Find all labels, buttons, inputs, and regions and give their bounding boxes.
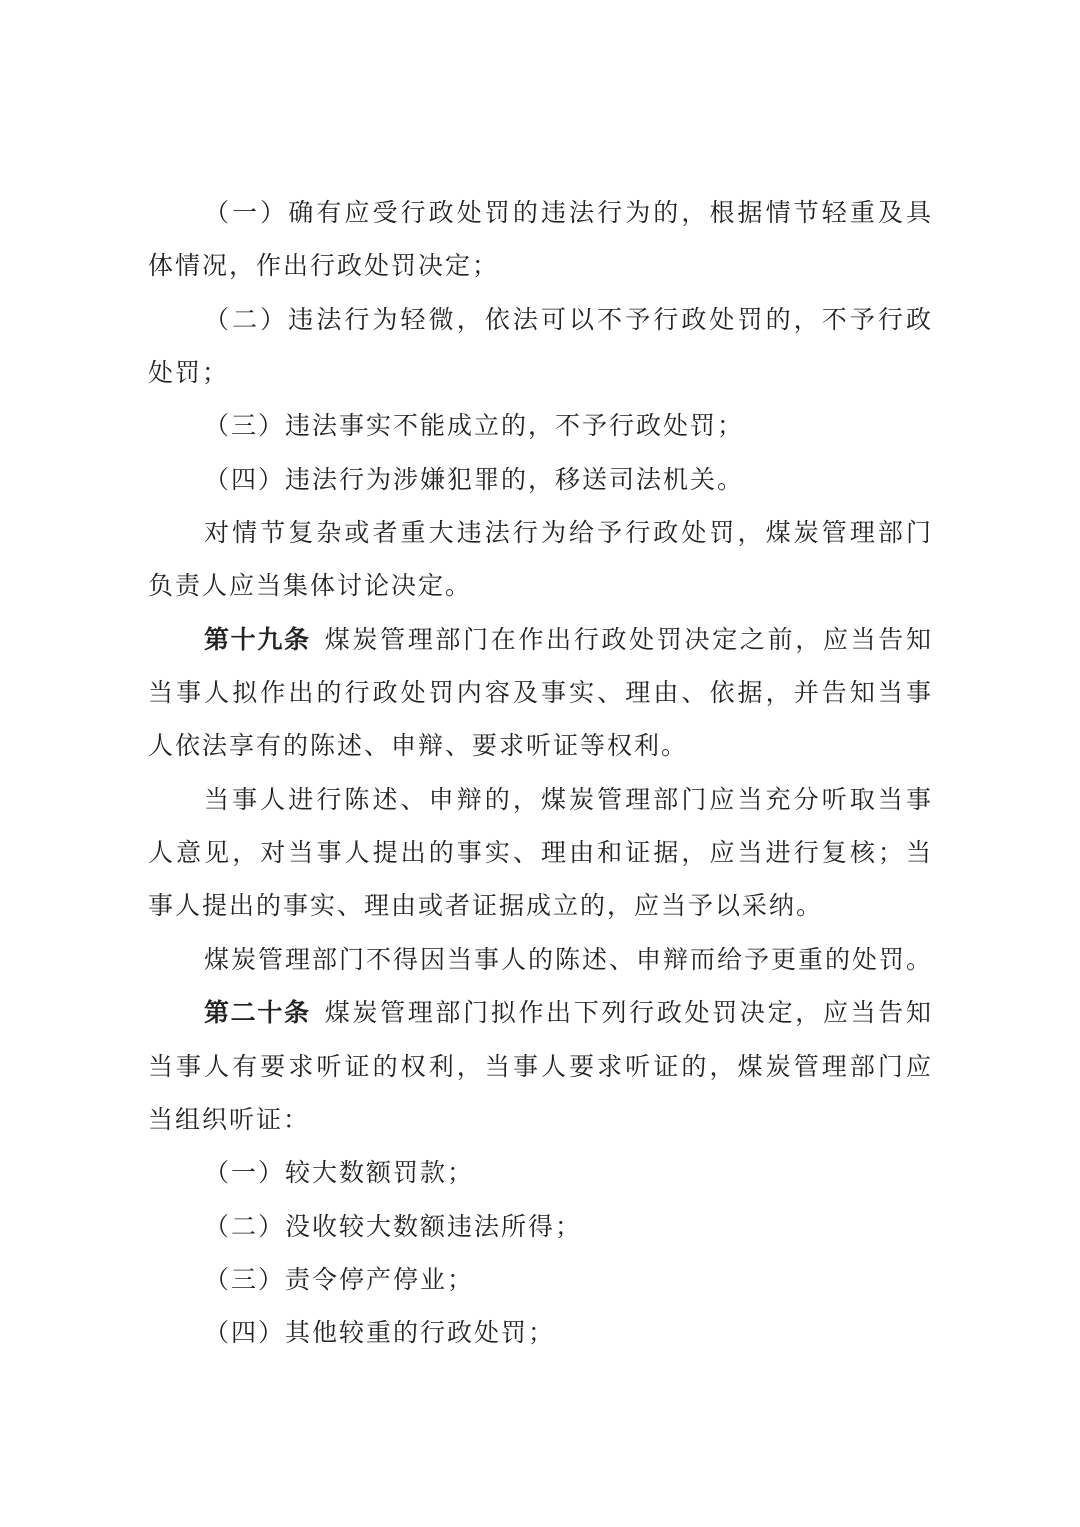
text-line: 煤炭管理部门不得因当事人的陈述、申辩而给予更重的处罚。 [204,944,933,974]
article-19-first-line [148,613,933,666]
text-line: 人依法享有的陈述、申辩、要求听证等权利。 [148,731,689,761]
article-20-heading: 第二十条 [204,998,311,1028]
text-line: 负责人应当集体讨论决定。 [148,571,473,601]
text-line: 处罚； [148,358,230,388]
text-line: 体情况，作出行政处罚决定； [148,251,500,281]
text-line: （一）确有应受行政处罚的违法行为的，根据情节轻重及具 [204,198,933,227]
text-line: 当事人进行陈述、申辩的，煤炭管理部门应当充分听取当事 [204,784,933,814]
text-line: 当事人拟作出的行政处罚内容及事实、理由、依据，并告知当事 [148,678,933,708]
text-line: 煤炭管理部门拟作出下列行政处罚决定，应当告知 [324,998,933,1028]
text-line: （四）违法行为涉嫌犯罪的，移送司法机关。 [204,464,745,494]
text-line: 当事人有要求听证的权利，当事人要求听证的，煤炭管理部门应 [148,1051,933,1081]
list-item: （四）其他较重的行政处罚； [204,1318,556,1348]
text-line: 人意见，对当事人提出的事实、理由和证据，应当进行复核；当 [148,838,933,868]
list-item: （一）较大数额罚款； [204,1158,475,1188]
text-line: 煤炭管理部门在作出行政处罚决定之前，应当告知 [324,624,933,654]
list-item: （三）责令停产停业； [204,1264,475,1294]
text-line: （二）违法行为轻微，依法可以不予行政处罚的，不予行政 [204,304,933,334]
article-20-first-line [148,986,933,1039]
text-line: 当组织听证： [148,1104,311,1134]
list-item: （二）没收较大数额违法所得； [204,1211,583,1241]
article-19-heading: 第十九条 [204,624,311,654]
text-line: 事人提出的事实、理由或者证据成立的，应当予以采纳。 [148,891,824,921]
document-page [148,186,933,1360]
text-line: 对情节复杂或者重大违法行为给予行政处罚，煤炭管理部门 [204,518,933,548]
text-line: （三）违法事实不能成立的，不予行政处罚； [204,411,745,441]
